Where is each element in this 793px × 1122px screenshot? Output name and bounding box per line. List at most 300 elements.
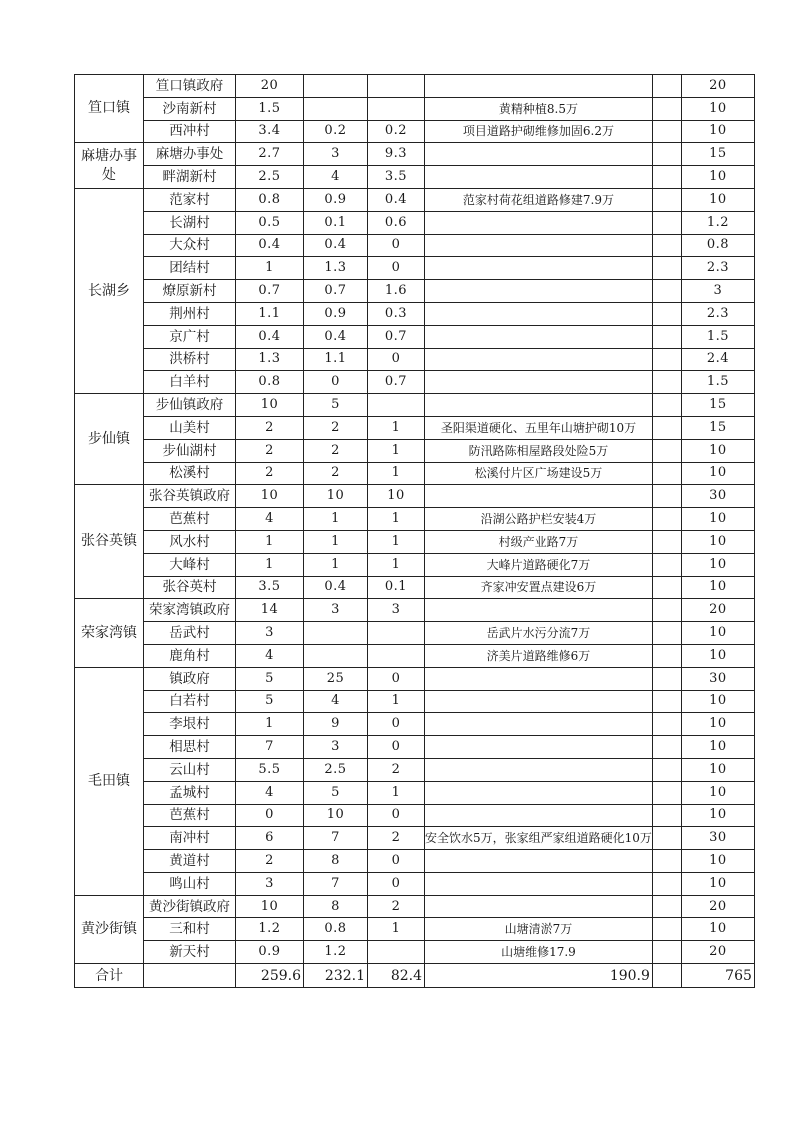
project-note-cell: 圣阳渠道硬化、五里年山塘护砌10万 bbox=[425, 416, 653, 439]
amount-cell: 3 bbox=[681, 280, 754, 303]
village-cell: 鹿角村 bbox=[144, 644, 236, 667]
value-cell-2: 0.4 bbox=[304, 325, 368, 348]
table-row bbox=[75, 622, 755, 645]
table-row bbox=[75, 530, 755, 553]
amount-cell: 2.3 bbox=[681, 257, 754, 280]
group-name-cell: 张谷英镇 bbox=[75, 485, 144, 599]
project-note-cell: 岳武片水污分流7万 bbox=[425, 622, 653, 645]
amount-cell: 10 bbox=[681, 508, 754, 531]
value-cell-2: 4 bbox=[304, 166, 368, 189]
village-cell: 白若村 bbox=[144, 690, 236, 713]
village-cell: 笪口镇政府 bbox=[144, 75, 236, 98]
value-cell-3: 0 bbox=[368, 872, 425, 895]
village-cell: 洪桥村 bbox=[144, 348, 236, 371]
blank-cell bbox=[652, 371, 681, 394]
value-cell-1: 14 bbox=[236, 599, 304, 622]
group-name-cell: 黄沙街镇 bbox=[75, 895, 144, 963]
table-row bbox=[75, 211, 755, 234]
table-row bbox=[75, 462, 755, 485]
project-note-cell bbox=[425, 280, 653, 303]
village-cell: 三和村 bbox=[144, 918, 236, 941]
value-cell-3: 3 bbox=[368, 599, 425, 622]
table-row bbox=[75, 97, 755, 120]
total-label: 合计 bbox=[75, 964, 144, 988]
value-cell-3: 1 bbox=[368, 690, 425, 713]
blank-cell bbox=[652, 895, 681, 918]
village-cell: 鸣山村 bbox=[144, 872, 236, 895]
amount-cell: 30 bbox=[681, 667, 754, 690]
table-row bbox=[75, 644, 755, 667]
table-row bbox=[75, 188, 755, 211]
blank-cell bbox=[652, 804, 681, 827]
value-cell-3: 0.7 bbox=[368, 371, 425, 394]
amount-cell: 15 bbox=[681, 143, 754, 166]
amount-cell: 30 bbox=[681, 485, 754, 508]
project-note-cell: 黄精种植8.5万 bbox=[425, 97, 653, 120]
village-cell: 白羊村 bbox=[144, 371, 236, 394]
value-cell-3: 0 bbox=[368, 850, 425, 873]
value-cell-1: 0.7 bbox=[236, 280, 304, 303]
total-value-1: 259.6 bbox=[236, 964, 304, 988]
amount-cell: 10 bbox=[681, 462, 754, 485]
village-cell: 大众村 bbox=[144, 234, 236, 257]
blank-cell bbox=[652, 188, 681, 211]
project-note-cell bbox=[425, 302, 653, 325]
value-cell-1: 10 bbox=[236, 485, 304, 508]
blank-cell bbox=[652, 713, 681, 736]
table-row bbox=[75, 553, 755, 576]
blank-cell bbox=[652, 576, 681, 599]
value-cell-1: 0.9 bbox=[236, 941, 304, 964]
value-cell-2: 9 bbox=[304, 713, 368, 736]
value-cell-3: 0.1 bbox=[368, 576, 425, 599]
amount-cell: 10 bbox=[681, 530, 754, 553]
blank-cell bbox=[652, 622, 681, 645]
amount-cell: 10 bbox=[681, 804, 754, 827]
project-note-cell bbox=[425, 804, 653, 827]
blank-cell bbox=[652, 850, 681, 873]
value-cell-3: 10 bbox=[368, 485, 425, 508]
project-note-cell bbox=[425, 850, 653, 873]
project-note-cell bbox=[425, 713, 653, 736]
blank-cell bbox=[652, 599, 681, 622]
value-cell-1: 0.4 bbox=[236, 325, 304, 348]
amount-cell: 1.2 bbox=[681, 211, 754, 234]
blank-cell bbox=[652, 508, 681, 531]
amount-cell: 10 bbox=[681, 713, 754, 736]
amount-cell: 10 bbox=[681, 622, 754, 645]
amount-cell: 10 bbox=[681, 439, 754, 462]
value-cell-1: 1.3 bbox=[236, 348, 304, 371]
table-row bbox=[75, 508, 755, 531]
value-cell-3: 1 bbox=[368, 553, 425, 576]
project-note-cell: 项目道路护砌维修加固6.2万 bbox=[425, 120, 653, 143]
project-note-cell bbox=[425, 325, 653, 348]
value-cell-2: 0 bbox=[304, 371, 368, 394]
table-row bbox=[75, 850, 755, 873]
table-row bbox=[75, 348, 755, 371]
blank-cell bbox=[652, 211, 681, 234]
amount-cell: 10 bbox=[681, 758, 754, 781]
amount-cell: 10 bbox=[681, 188, 754, 211]
table-row bbox=[75, 143, 755, 166]
blank-cell bbox=[652, 781, 681, 804]
value-cell-2: 1 bbox=[304, 530, 368, 553]
value-cell-2: 10 bbox=[304, 804, 368, 827]
total-row bbox=[75, 964, 755, 988]
project-note-cell bbox=[425, 211, 653, 234]
value-cell-3: 0 bbox=[368, 348, 425, 371]
amount-cell: 20 bbox=[681, 599, 754, 622]
blank-cell bbox=[652, 530, 681, 553]
project-note-cell bbox=[425, 234, 653, 257]
table-row bbox=[75, 690, 755, 713]
value-cell-3: 1.6 bbox=[368, 280, 425, 303]
value-cell-3: 2 bbox=[368, 827, 425, 850]
blank-cell bbox=[652, 234, 681, 257]
value-cell-2: 10 bbox=[304, 485, 368, 508]
value-cell-3: 0.7 bbox=[368, 325, 425, 348]
village-cell: 黄沙街镇政府 bbox=[144, 895, 236, 918]
value-cell-1: 5.5 bbox=[236, 758, 304, 781]
value-cell-2: 7 bbox=[304, 827, 368, 850]
blank-cell bbox=[652, 462, 681, 485]
blank-cell bbox=[652, 75, 681, 98]
project-note-cell bbox=[425, 667, 653, 690]
blank-cell bbox=[652, 667, 681, 690]
value-cell-2: 1 bbox=[304, 508, 368, 531]
value-cell-1: 2.5 bbox=[236, 166, 304, 189]
amount-cell: 20 bbox=[681, 941, 754, 964]
value-cell-3: 2 bbox=[368, 895, 425, 918]
village-cell: 山美村 bbox=[144, 416, 236, 439]
blank-cell bbox=[652, 325, 681, 348]
blank-cell bbox=[652, 553, 681, 576]
table-row bbox=[75, 439, 755, 462]
value-cell-1: 3 bbox=[236, 872, 304, 895]
value-cell-2: 0.2 bbox=[304, 120, 368, 143]
amount-cell: 0.8 bbox=[681, 234, 754, 257]
table-row bbox=[75, 416, 755, 439]
value-cell-1: 2 bbox=[236, 439, 304, 462]
value-cell-3: 0 bbox=[368, 257, 425, 280]
village-cell: 荣家湾镇政府 bbox=[144, 599, 236, 622]
project-note-cell bbox=[425, 690, 653, 713]
amount-cell: 1.5 bbox=[681, 325, 754, 348]
value-cell-2: 25 bbox=[304, 667, 368, 690]
value-cell-3: 1 bbox=[368, 781, 425, 804]
table-row bbox=[75, 804, 755, 827]
total-blank-cell-2 bbox=[652, 964, 681, 988]
blank-cell bbox=[652, 485, 681, 508]
project-note-cell bbox=[425, 348, 653, 371]
amount-cell: 2.3 bbox=[681, 302, 754, 325]
amount-cell: 2.4 bbox=[681, 348, 754, 371]
village-cell: 张谷英镇政府 bbox=[144, 485, 236, 508]
value-cell-1: 7 bbox=[236, 736, 304, 759]
table-row bbox=[75, 576, 755, 599]
project-note-cell: 齐家冲安置点建设6万 bbox=[425, 576, 653, 599]
value-cell-3: 0.6 bbox=[368, 211, 425, 234]
value-cell-2: 1.3 bbox=[304, 257, 368, 280]
village-cell: 芭蕉村 bbox=[144, 508, 236, 531]
value-cell-1: 1 bbox=[236, 553, 304, 576]
table-row bbox=[75, 257, 755, 280]
value-cell-2: 3 bbox=[304, 599, 368, 622]
village-cell: 大峰村 bbox=[144, 553, 236, 576]
group-name-cell: 毛田镇 bbox=[75, 667, 144, 895]
value-cell-1: 0.4 bbox=[236, 234, 304, 257]
blank-cell bbox=[652, 280, 681, 303]
amount-cell: 20 bbox=[681, 895, 754, 918]
amount-cell: 10 bbox=[681, 736, 754, 759]
table-row bbox=[75, 941, 755, 964]
table-row bbox=[75, 120, 755, 143]
value-cell-3: 1 bbox=[368, 416, 425, 439]
blank-cell bbox=[652, 257, 681, 280]
village-cell: 黄道村 bbox=[144, 850, 236, 873]
value-cell-2: 1.1 bbox=[304, 348, 368, 371]
amount-cell: 10 bbox=[681, 553, 754, 576]
value-cell-2: 1.2 bbox=[304, 941, 368, 964]
value-cell-1: 0.8 bbox=[236, 188, 304, 211]
value-cell-3: 3.5 bbox=[368, 166, 425, 189]
table-row bbox=[75, 827, 755, 850]
total-blank-cell bbox=[144, 964, 236, 988]
value-cell-2: 3 bbox=[304, 736, 368, 759]
value-cell-3 bbox=[368, 644, 425, 667]
group-name-cell: 步仙镇 bbox=[75, 394, 144, 485]
value-cell-3 bbox=[368, 941, 425, 964]
project-note-cell: 济美片道路维修6万 bbox=[425, 644, 653, 667]
blank-cell bbox=[652, 872, 681, 895]
village-cell: 沙南新村 bbox=[144, 97, 236, 120]
value-cell-1: 2 bbox=[236, 850, 304, 873]
amount-cell: 1.5 bbox=[681, 371, 754, 394]
amount-cell: 10 bbox=[681, 781, 754, 804]
table-row bbox=[75, 667, 755, 690]
village-cell: 风水村 bbox=[144, 530, 236, 553]
village-cell: 松溪村 bbox=[144, 462, 236, 485]
value-cell-2: 8 bbox=[304, 850, 368, 873]
project-note-cell: 大峰片道路硬化7万 bbox=[425, 553, 653, 576]
value-cell-2: 3 bbox=[304, 143, 368, 166]
value-cell-2: 0.1 bbox=[304, 211, 368, 234]
value-cell-2: 0.4 bbox=[304, 576, 368, 599]
blank-cell bbox=[652, 302, 681, 325]
table-row bbox=[75, 736, 755, 759]
group-name-cell: 麻塘办事处 bbox=[75, 143, 144, 189]
value-cell-1: 5 bbox=[236, 690, 304, 713]
project-note-cell bbox=[425, 257, 653, 280]
project-note-cell bbox=[425, 895, 653, 918]
table-row bbox=[75, 280, 755, 303]
value-cell-1: 2 bbox=[236, 416, 304, 439]
table-row bbox=[75, 234, 755, 257]
table-row bbox=[75, 371, 755, 394]
village-cell: 燎原新村 bbox=[144, 280, 236, 303]
value-cell-3 bbox=[368, 75, 425, 98]
value-cell-3: 1 bbox=[368, 530, 425, 553]
value-cell-1: 1.2 bbox=[236, 918, 304, 941]
table-row bbox=[75, 302, 755, 325]
village-cell: 李垠村 bbox=[144, 713, 236, 736]
value-cell-1: 4 bbox=[236, 508, 304, 531]
group-name-cell: 笪口镇 bbox=[75, 75, 144, 143]
blank-cell bbox=[652, 439, 681, 462]
table-row bbox=[75, 394, 755, 417]
amount-cell: 10 bbox=[681, 690, 754, 713]
value-cell-2: 0.7 bbox=[304, 280, 368, 303]
value-cell-2: 2 bbox=[304, 416, 368, 439]
amount-cell: 10 bbox=[681, 872, 754, 895]
value-cell-1: 4 bbox=[236, 644, 304, 667]
project-note-cell: 山塘维修17.9 bbox=[425, 941, 653, 964]
value-cell-3: 0 bbox=[368, 713, 425, 736]
total-value-3: 82.4 bbox=[368, 964, 425, 988]
value-cell-3: 1 bbox=[368, 508, 425, 531]
project-note-cell bbox=[425, 371, 653, 394]
value-cell-3: 0 bbox=[368, 804, 425, 827]
table-body bbox=[75, 75, 755, 988]
value-cell-3: 0 bbox=[368, 667, 425, 690]
amount-cell: 10 bbox=[681, 120, 754, 143]
village-cell: 新天村 bbox=[144, 941, 236, 964]
value-cell-3: 0.4 bbox=[368, 188, 425, 211]
project-note-cell: 山塘清淤7万 bbox=[425, 918, 653, 941]
value-cell-1: 1.1 bbox=[236, 302, 304, 325]
village-cell: 步仙湖村 bbox=[144, 439, 236, 462]
amount-cell: 20 bbox=[681, 75, 754, 98]
table-row bbox=[75, 325, 755, 348]
value-cell-1: 10 bbox=[236, 895, 304, 918]
group-name-cell: 长湖乡 bbox=[75, 188, 144, 393]
total-value-2: 232.1 bbox=[304, 964, 368, 988]
value-cell-3: 0.2 bbox=[368, 120, 425, 143]
amount-cell: 10 bbox=[681, 918, 754, 941]
blank-cell bbox=[652, 416, 681, 439]
value-cell-2 bbox=[304, 97, 368, 120]
value-cell-1: 1.5 bbox=[236, 97, 304, 120]
value-cell-3: 0.3 bbox=[368, 302, 425, 325]
blank-cell bbox=[652, 758, 681, 781]
project-note-cell bbox=[425, 75, 653, 98]
amount-cell: 10 bbox=[681, 850, 754, 873]
table-row bbox=[75, 758, 755, 781]
value-cell-3: 2 bbox=[368, 758, 425, 781]
blank-cell bbox=[652, 120, 681, 143]
village-cell: 云山村 bbox=[144, 758, 236, 781]
blank-cell bbox=[652, 394, 681, 417]
village-cell: 步仙镇政府 bbox=[144, 394, 236, 417]
village-cell: 京广村 bbox=[144, 325, 236, 348]
value-cell-1: 0.8 bbox=[236, 371, 304, 394]
value-cell-1: 1 bbox=[236, 530, 304, 553]
value-cell-1: 5 bbox=[236, 667, 304, 690]
table-row bbox=[75, 166, 755, 189]
value-cell-1: 3.5 bbox=[236, 576, 304, 599]
blank-cell bbox=[652, 941, 681, 964]
village-cell: 相思村 bbox=[144, 736, 236, 759]
project-note-cell bbox=[425, 781, 653, 804]
table-row bbox=[75, 599, 755, 622]
project-note-cell: 松溪付片区广场建设5万 bbox=[425, 462, 653, 485]
value-cell-2: 5 bbox=[304, 394, 368, 417]
village-cell: 孟城村 bbox=[144, 781, 236, 804]
amount-cell: 15 bbox=[681, 394, 754, 417]
blank-cell bbox=[652, 644, 681, 667]
project-note-cell: 防汛路陈相屋路段处险5万 bbox=[425, 439, 653, 462]
table-row bbox=[75, 895, 755, 918]
value-cell-3: 1 bbox=[368, 918, 425, 941]
value-cell-1: 0 bbox=[236, 804, 304, 827]
value-cell-1: 20 bbox=[236, 75, 304, 98]
project-note-cell bbox=[425, 736, 653, 759]
allocation-table bbox=[74, 74, 755, 988]
value-cell-2: 0.4 bbox=[304, 234, 368, 257]
village-cell: 岳武村 bbox=[144, 622, 236, 645]
total-note-value: 190.9 bbox=[425, 964, 653, 988]
village-cell: 镇政府 bbox=[144, 667, 236, 690]
value-cell-1: 3 bbox=[236, 622, 304, 645]
value-cell-2: 8 bbox=[304, 895, 368, 918]
value-cell-3: 1 bbox=[368, 462, 425, 485]
project-note-cell bbox=[425, 599, 653, 622]
blank-cell bbox=[652, 97, 681, 120]
value-cell-1: 1 bbox=[236, 713, 304, 736]
value-cell-2: 7 bbox=[304, 872, 368, 895]
table-row bbox=[75, 781, 755, 804]
value-cell-1: 2.7 bbox=[236, 143, 304, 166]
village-cell: 团结村 bbox=[144, 257, 236, 280]
amount-cell: 30 bbox=[681, 827, 754, 850]
village-cell: 芭蕉村 bbox=[144, 804, 236, 827]
table-row bbox=[75, 872, 755, 895]
value-cell-3: 0 bbox=[368, 234, 425, 257]
amount-cell: 10 bbox=[681, 644, 754, 667]
village-cell: 麻塘办事处 bbox=[144, 143, 236, 166]
amount-cell: 10 bbox=[681, 166, 754, 189]
village-cell: 荆州村 bbox=[144, 302, 236, 325]
project-note-cell: 沿湖公路护栏安装4万 bbox=[425, 508, 653, 531]
value-cell-1: 3.4 bbox=[236, 120, 304, 143]
value-cell-2: 1 bbox=[304, 553, 368, 576]
value-cell-2: 0.8 bbox=[304, 918, 368, 941]
total-amount: 765 bbox=[681, 964, 754, 988]
blank-cell bbox=[652, 736, 681, 759]
value-cell-2: 2 bbox=[304, 439, 368, 462]
blank-cell bbox=[652, 143, 681, 166]
village-cell: 西冲村 bbox=[144, 120, 236, 143]
amount-cell: 10 bbox=[681, 576, 754, 599]
value-cell-2: 2.5 bbox=[304, 758, 368, 781]
project-note-cell bbox=[425, 485, 653, 508]
village-cell: 畔湖新村 bbox=[144, 166, 236, 189]
project-note-cell: 村级产业路7万 bbox=[425, 530, 653, 553]
value-cell-3: 9.3 bbox=[368, 143, 425, 166]
value-cell-2 bbox=[304, 644, 368, 667]
value-cell-1: 1 bbox=[236, 257, 304, 280]
table-row bbox=[75, 713, 755, 736]
value-cell-3 bbox=[368, 97, 425, 120]
project-note-cell bbox=[425, 143, 653, 166]
value-cell-1: 6 bbox=[236, 827, 304, 850]
project-note-cell bbox=[425, 166, 653, 189]
table-row bbox=[75, 485, 755, 508]
value-cell-2: 0.9 bbox=[304, 188, 368, 211]
project-note-cell bbox=[425, 872, 653, 895]
amount-cell: 15 bbox=[681, 416, 754, 439]
